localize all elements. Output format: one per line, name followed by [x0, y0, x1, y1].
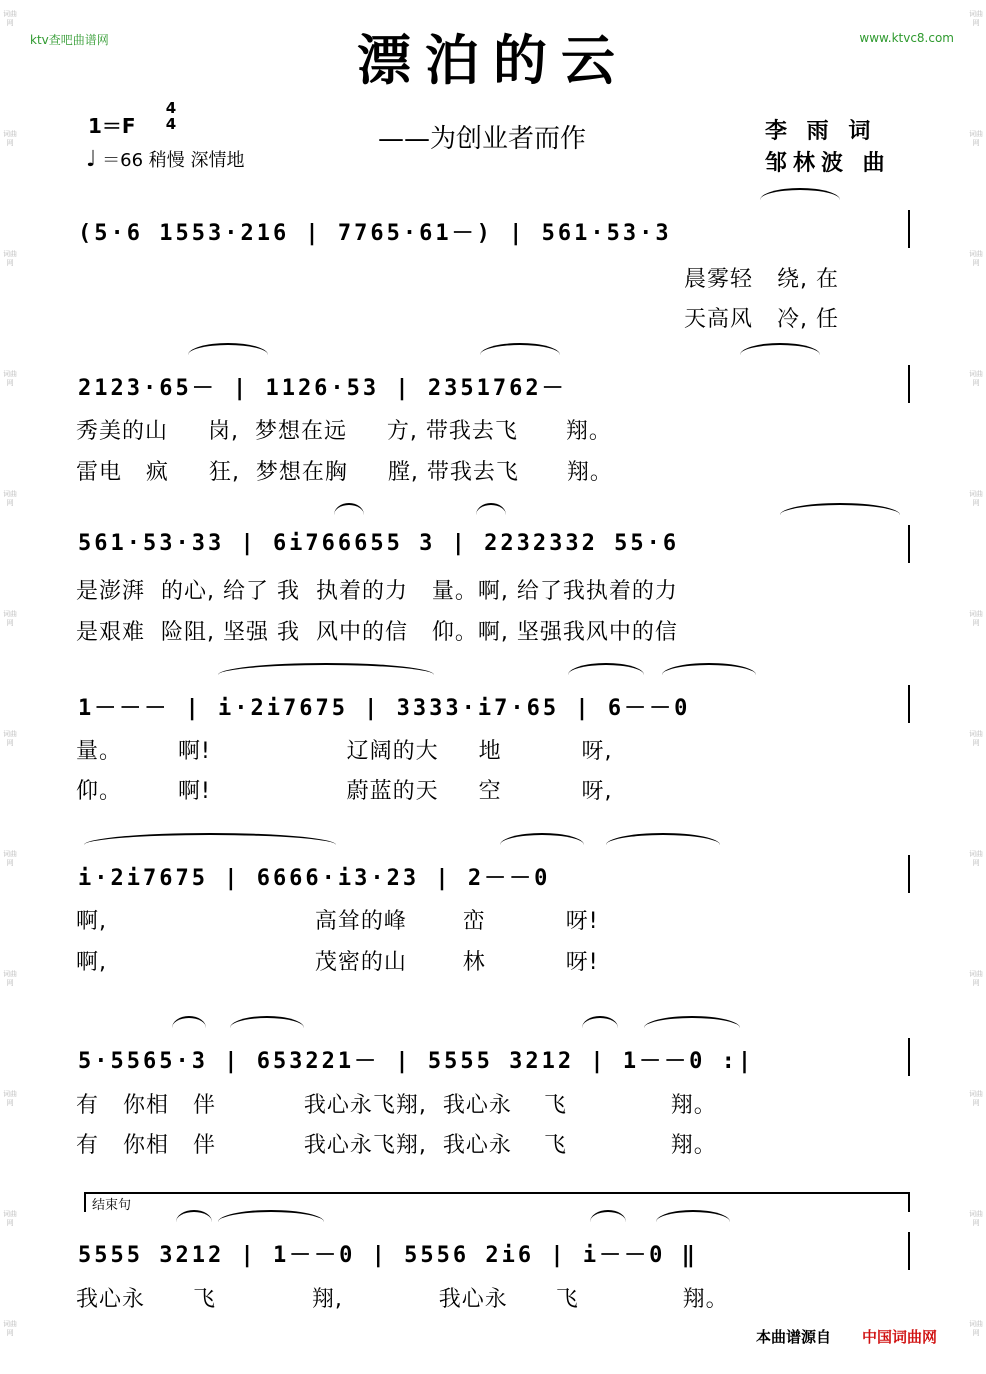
tempo-text: ＝66 稍慢 深情地 — [102, 150, 245, 171]
barline — [908, 1232, 910, 1270]
side-watermark: 词曲网 — [969, 130, 983, 147]
side-watermark: 词曲网 — [3, 730, 17, 747]
jianpu-notation: 1－－－ | i·2i7675 | 3333·i7·65 | 6－－0 — [78, 696, 691, 721]
lyric-line-verse2: 仰。 啊! 蔚蓝的天 空 呀, — [76, 779, 613, 804]
lyric-line-verse1: 量。 啊! 辽阔的大 地 呀, — [76, 739, 613, 764]
jianpu-notation: (5·6 1553·216 | 7765·61－) | 561·53·3 — [78, 221, 672, 246]
jianpu-notation: i·2i7675 | 6666·i3·23 | 2－－0 — [78, 866, 551, 891]
slur — [84, 833, 336, 857]
watermark-right[interactable]: www.ktvc8.com — [859, 31, 954, 45]
ending-bracket — [84, 1192, 910, 1212]
score-line — [70, 1232, 920, 1272]
song-title: 漂泊的云 — [357, 29, 629, 92]
slur — [656, 1210, 730, 1234]
slur — [218, 663, 434, 687]
lyric-line-verse2: 有 你相 伴 我心永飞翔, 我心永 飞 翔。 — [76, 1133, 717, 1158]
subtitle: ——为创业者而作 — [378, 124, 587, 154]
score-line — [70, 365, 920, 405]
slur — [644, 1016, 740, 1040]
side-watermark: 词曲网 — [969, 610, 983, 627]
barline — [908, 855, 910, 893]
time-signature-top: 4 — [165, 99, 177, 117]
slur — [176, 1210, 212, 1234]
jianpu-notation: 5555 3212 | 1－－0 | 5556 2i6 | i－－0 ‖ — [78, 1243, 698, 1268]
barline — [908, 525, 910, 563]
barline — [908, 685, 910, 723]
ending-label: 结束句 — [92, 1198, 132, 1213]
side-watermark: 词曲网 — [969, 730, 983, 747]
side-watermark-strip — [966, 0, 986, 1374]
lyric-line-verse1: 有 你相 伴 我心永飞翔, 我心永 飞 翔。 — [76, 1093, 717, 1118]
barline — [908, 365, 910, 403]
side-watermark: 词曲网 — [969, 1320, 983, 1337]
slur — [188, 343, 268, 367]
side-watermark: 词曲网 — [969, 490, 983, 507]
score-line — [70, 525, 920, 565]
slur — [606, 833, 720, 857]
slur — [582, 1016, 618, 1040]
side-watermark: 词曲网 — [3, 1320, 17, 1337]
time-signature — [160, 100, 182, 132]
slur — [480, 343, 560, 367]
barline — [908, 1038, 910, 1076]
slur — [334, 503, 364, 527]
score-line — [70, 685, 920, 725]
jianpu-notation: 2123·65－ | 1126·53 | 2351762－ — [78, 376, 567, 401]
score-line — [70, 210, 920, 250]
slur — [740, 343, 820, 367]
lyric-line-verse2: 天高风 冷, 任 — [684, 307, 839, 332]
jianpu-notation: 561·53·33 | 6i766655 3 | 2232332 55·6 — [78, 531, 680, 556]
slur — [662, 663, 756, 687]
footer-brand[interactable]: 中国词曲网 — [862, 1328, 938, 1346]
lyric-line-verse1: 啊, 高耸的峰 峦 呀! — [76, 909, 599, 934]
side-watermark: 词曲网 — [969, 850, 983, 867]
lyric-line-verse1: 晨雾轻 绕, 在 — [684, 267, 839, 292]
tempo-marking — [86, 146, 244, 172]
side-watermark: 词曲网 — [969, 970, 983, 987]
side-watermark: 词曲网 — [3, 1090, 17, 1107]
quarter-note-icon: ♩ — [86, 147, 97, 172]
slur — [172, 1016, 206, 1040]
side-watermark: 词曲网 — [3, 610, 17, 627]
lyric-line-verse2: 啊, 茂密的山 林 呀! — [76, 950, 599, 975]
side-watermark: 词曲网 — [969, 250, 983, 267]
side-watermark-strip — [0, 0, 20, 1374]
slur — [780, 503, 900, 527]
watermark-left[interactable]: ktv查吧曲谱网 — [30, 33, 109, 47]
score-line — [70, 855, 920, 895]
side-watermark: 词曲网 — [3, 130, 17, 147]
lyric-line-verse2: 是艰难 险阻, 坚强 我 风中的信 仰。啊, 坚强我风中的信 — [76, 620, 678, 645]
slur — [476, 503, 506, 527]
side-watermark: 词曲网 — [969, 1090, 983, 1107]
footer-source: 本曲谱源自 — [756, 1328, 832, 1346]
side-watermark: 词曲网 — [3, 370, 17, 387]
slur — [568, 663, 644, 687]
side-watermark: 词曲网 — [3, 970, 17, 987]
side-watermark: 词曲网 — [3, 1210, 17, 1227]
side-watermark: 词曲网 — [3, 10, 17, 27]
slur — [230, 1016, 304, 1040]
side-watermark: 词曲网 — [969, 1210, 983, 1227]
slur — [590, 1210, 626, 1234]
side-watermark: 词曲网 — [3, 250, 17, 267]
barline — [908, 210, 910, 248]
lyricist-credit: 李 雨 词 — [765, 119, 877, 144]
side-watermark: 词曲网 — [969, 370, 983, 387]
side-watermark: 词曲网 — [969, 10, 983, 27]
score-line — [70, 1038, 920, 1078]
jianpu-notation: 5·5565·3 | 653221－ | 5555 3212 | 1－－0 :| — [78, 1049, 755, 1074]
time-signature-bottom: 4 — [165, 115, 177, 133]
composer-credit: 邹林波 曲 — [765, 151, 891, 176]
side-watermark: 词曲网 — [3, 490, 17, 507]
lyric-line-ending: 我心永 飞 翔, 我心永 飞 翔。 — [76, 1287, 729, 1312]
side-watermark: 词曲网 — [3, 850, 17, 867]
slur — [760, 188, 840, 212]
slur — [500, 833, 584, 857]
lyric-line-verse1: 是澎湃 的心, 给了 我 执着的力 量。啊, 给了我执着的力 — [76, 579, 678, 604]
slur — [218, 1210, 324, 1234]
lyric-line-verse2: 雷电 疯 狂, 梦想在胸 膛, 带我去飞 翔。 — [76, 460, 613, 485]
lyric-line-verse1: 秀美的山 岗, 梦想在远 方, 带我去飞 翔。 — [76, 419, 612, 444]
key-signature: 1＝F — [88, 114, 136, 138]
